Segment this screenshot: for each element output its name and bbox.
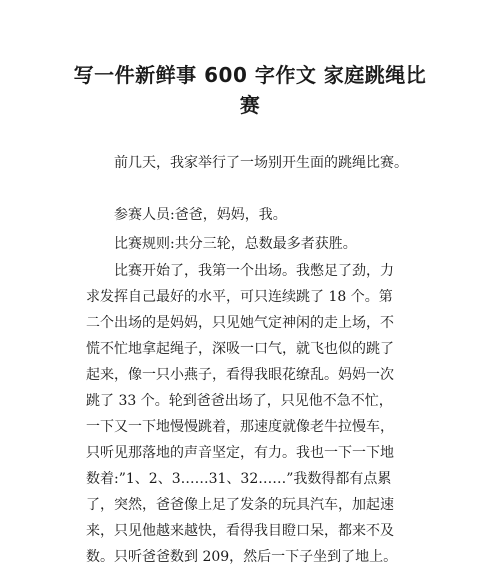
title-line: 写一件新鲜事 600 字作文 家庭跳绳比 [73,63,427,87]
paragraph-line: 二个出场的是妈妈，只见她气定神闲的走上场，不 [86,315,394,331]
paragraph-participants [114,202,454,228]
paragraph-line: 一下又一下地慢慢跳着，那速度就像老牛拉慢车， [86,419,394,435]
paragraph-line: 参赛人员:爸爸，妈妈，我。 [114,207,287,223]
paragraph-line: 起来，像一只小燕子，看得我眼花缭乱。妈妈一次 [86,367,394,383]
paragraph-line: 数着:”1、2、3……31、32……”我数得都有点累 [86,471,392,487]
paragraph-line: 了，突然，爸爸像上足了发条的玩具汽车，加起速 [86,497,394,513]
document-title [60,60,440,120]
title-line: 赛 [239,93,261,117]
paragraph-line: 求发挥自己最好的水平，可只连续跳了 18 个。第 [86,289,393,305]
paragraph-line: 比赛规则:共分三轮，总数最多者获胜。 [114,236,357,252]
paragraph-line: 比赛开始了，我第一个出场。我憋足了劲，力 [114,263,394,279]
paragraph-intro [114,150,454,176]
paragraph-line: 来，只见他越来越快，看得我目瞪口呆，都来不及 [86,523,394,539]
paragraph-story [86,258,426,570]
paragraph-line: 数。只听爸爸数到 209，然后一下子坐到了地上。 [86,549,398,565]
paragraph-line: 前几天，我家举行了一场别开生面的跳绳比赛。 [114,155,408,171]
paragraph-line: 只听见那落地的声音坚定，有力。我也一下一下地 [86,445,394,461]
paragraph-line: 跳了 33 个。轮到爸爸出场了，只见他不急不忙， [86,393,393,409]
paragraph-line: 慌不忙地拿起绳子，深吸一口气，就飞也似的跳了 [86,341,394,357]
paragraph-rules [114,231,454,257]
